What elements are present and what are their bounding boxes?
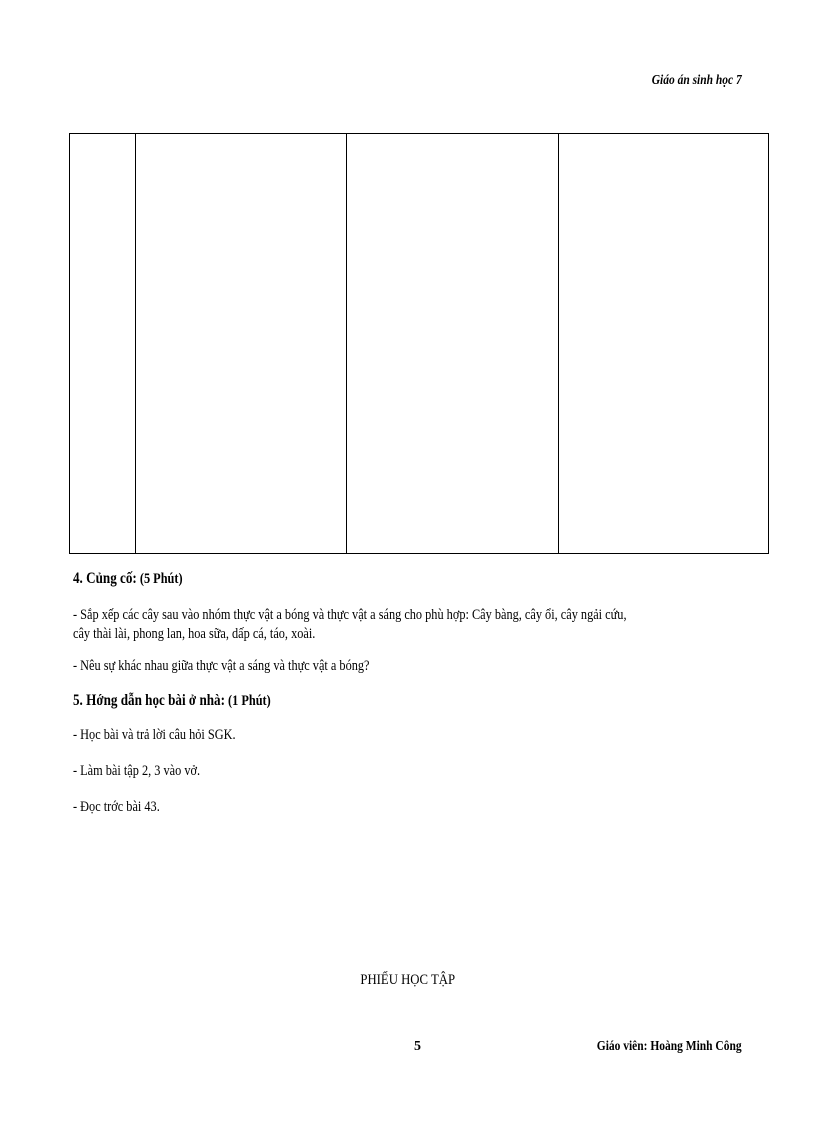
section-heading-homework [73, 692, 639, 710]
page-number: 5 [414, 1039, 421, 1054]
paragraph: - Làm bài tập 2, 3 vào vở. [73, 763, 201, 779]
paragraph: - Nêu sự khác nhau giữa thực vật a sáng và thực vật a bóng? [73, 658, 370, 674]
section-duration: (1 Phút) [228, 693, 271, 709]
section-heading-text: 5. Hớng dẫn học bài ở nhà: [73, 692, 225, 709]
paragraph: - Học bài và trả lời câu hỏi SGK. [73, 727, 236, 743]
lesson-content [73, 570, 763, 816]
teacher-name: Giáo viên: Hoàng Minh Công [597, 1039, 742, 1054]
lesson-table [69, 133, 769, 554]
table-cell [559, 134, 769, 554]
table-cell [347, 134, 559, 554]
table-row [70, 134, 769, 554]
worksheet-title-text: PHIẾU HỌC TẬP [360, 972, 456, 988]
header-title: Giáo án sinh học 7 [652, 73, 742, 88]
paragraph: cây thài lài, phong lan, hoa sữa, dấp cá, táo, xoài. [73, 626, 316, 642]
paragraph: - Đọc trớc bài 43. [73, 799, 160, 815]
worksheet-title [0, 972, 816, 989]
paragraph: - Sắp xếp các cây sau vào nhóm thực vật a bóng và thực vật a sáng cho phù hợp: Cây bàng, cây ổi, cây ngải cứu, [73, 607, 627, 623]
table-cell [70, 134, 136, 554]
section-heading-text: 4. Củng cố: [73, 570, 137, 587]
section-heading-consolidation [73, 570, 639, 588]
section-duration: (5 Phút) [139, 571, 183, 587]
table-cell [136, 134, 347, 554]
